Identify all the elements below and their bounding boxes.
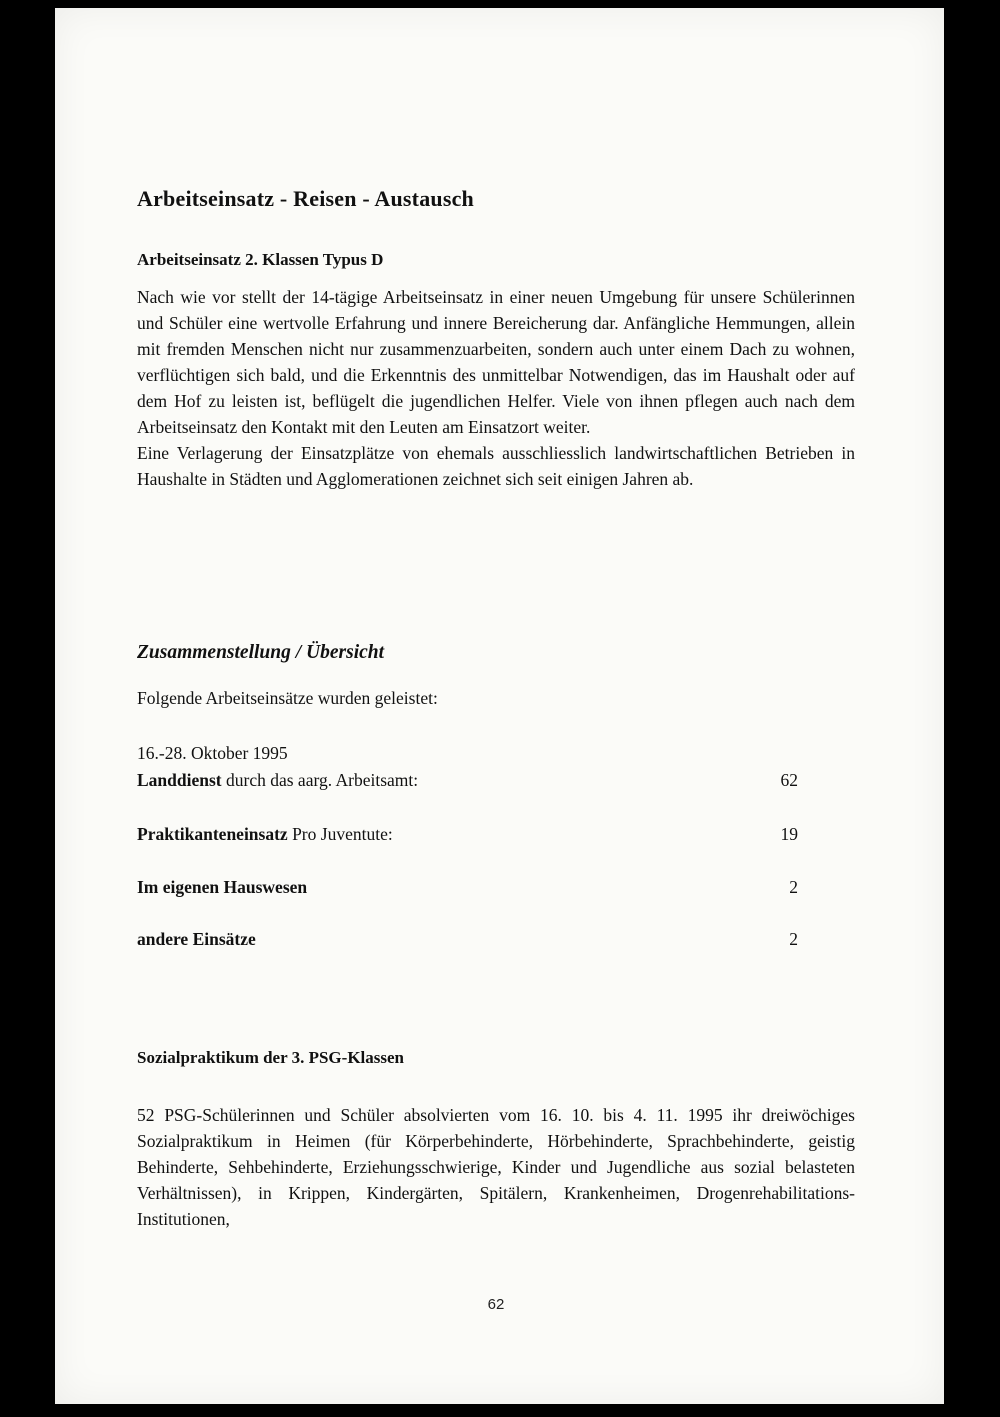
list-item-label-bold: Praktikanteneinsatz	[137, 824, 288, 844]
list-item-landdienst	[137, 770, 798, 791]
list-item-label-bold: Landdienst	[137, 770, 222, 790]
section-heading-arbeitseinsatz: Arbeitseinsatz 2. Klassen Typus D	[137, 250, 384, 270]
list-item-label-rest: durch das aarg. Arbeitsamt:	[221, 770, 419, 790]
page-title: Arbeitseinsatz - Reisen - Austausch	[137, 185, 474, 211]
list-item-value: 2	[789, 929, 798, 949]
section-heading-sozialpraktikum: Sozialpraktikum der 3. PSG-Klassen	[137, 1048, 404, 1068]
paragraph-sozialpraktikum: 52 PSG-Schülerinnen und Schüler absolvierten vom 16. 10. bis 4. 11. 1995 ihr dreiwöchiges Sozialpraktikum in Heimen (für Körperbehinderte, Hörbehinderte, Sprachbehinderte, geistig Behinderte, Sehbehinderte, Erziehungsschwierige, Kinder und Jugendliche aus sozial belasteten Verhältnissen), in Krippen, Kindergärten, Spitälern, Krankenheimen, Drogenrehabilitations-Institutionen,	[137, 1104, 855, 1229]
list-item-praktikanteneinsatz	[137, 824, 798, 845]
zusammenstellung-intro: Folgende Arbeitseinsätze wurden geleistet:	[137, 688, 438, 708]
paragraph-arbeitseinsatz-1: Nach wie vor stellt der 14-tägige Arbeitseinsatz in einer neuen Umgebung für unsere Schülerinnen und Schüler eine wertvolle Erfahrung und innere Bereicherung dar. Anfängliche Hemmungen, allein mit fremden Menschen nicht nur zusammenzuarbeiten, sondern auch unter einem Dach zu wohnen, verflüchtigen sich bald, und die Erkenntnis des unmittelbar Notwendigen, das im Haushalt oder auf dem Hof zu leisten ist, beflügelt die jugendlichen Helfer. Viele von ihnen pflegen auch nach dem Arbeitseinsatz den Kontakt mit den Leuten am Einsatzort weiter.	[137, 287, 855, 437]
list-item-label-bold: Im eigenen Hauswesen	[137, 877, 308, 897]
list-item-value: 19	[780, 824, 798, 844]
list-item-label-bold: andere Einsätze	[137, 929, 256, 949]
paragraph-arbeitseinsatz-2: Eine Verlagerung der Einsatzplätze von ehemals ausschliesslich landwirtschaftlichen Betrieben in Haushalte in Städten und Agglomerationen zeichnet sich seit einigen Jahren ab.	[137, 443, 855, 489]
section-heading-zusammenstellung: Zusammenstellung / Übersicht	[137, 642, 385, 664]
page-number: 62	[487, 1296, 505, 1313]
list-item-andere-einsaetze	[137, 929, 798, 950]
list-item-hauswesen	[137, 877, 798, 898]
list-item-value: 2	[789, 877, 798, 897]
date-line: 16.-28. Oktober 1995	[137, 743, 288, 763]
arbeitseinsatz-paragraphs	[137, 284, 855, 492]
document-page	[55, 8, 944, 1404]
list-item-value: 62	[780, 770, 798, 790]
list-item-label-rest: Pro Juventute:	[287, 824, 393, 844]
